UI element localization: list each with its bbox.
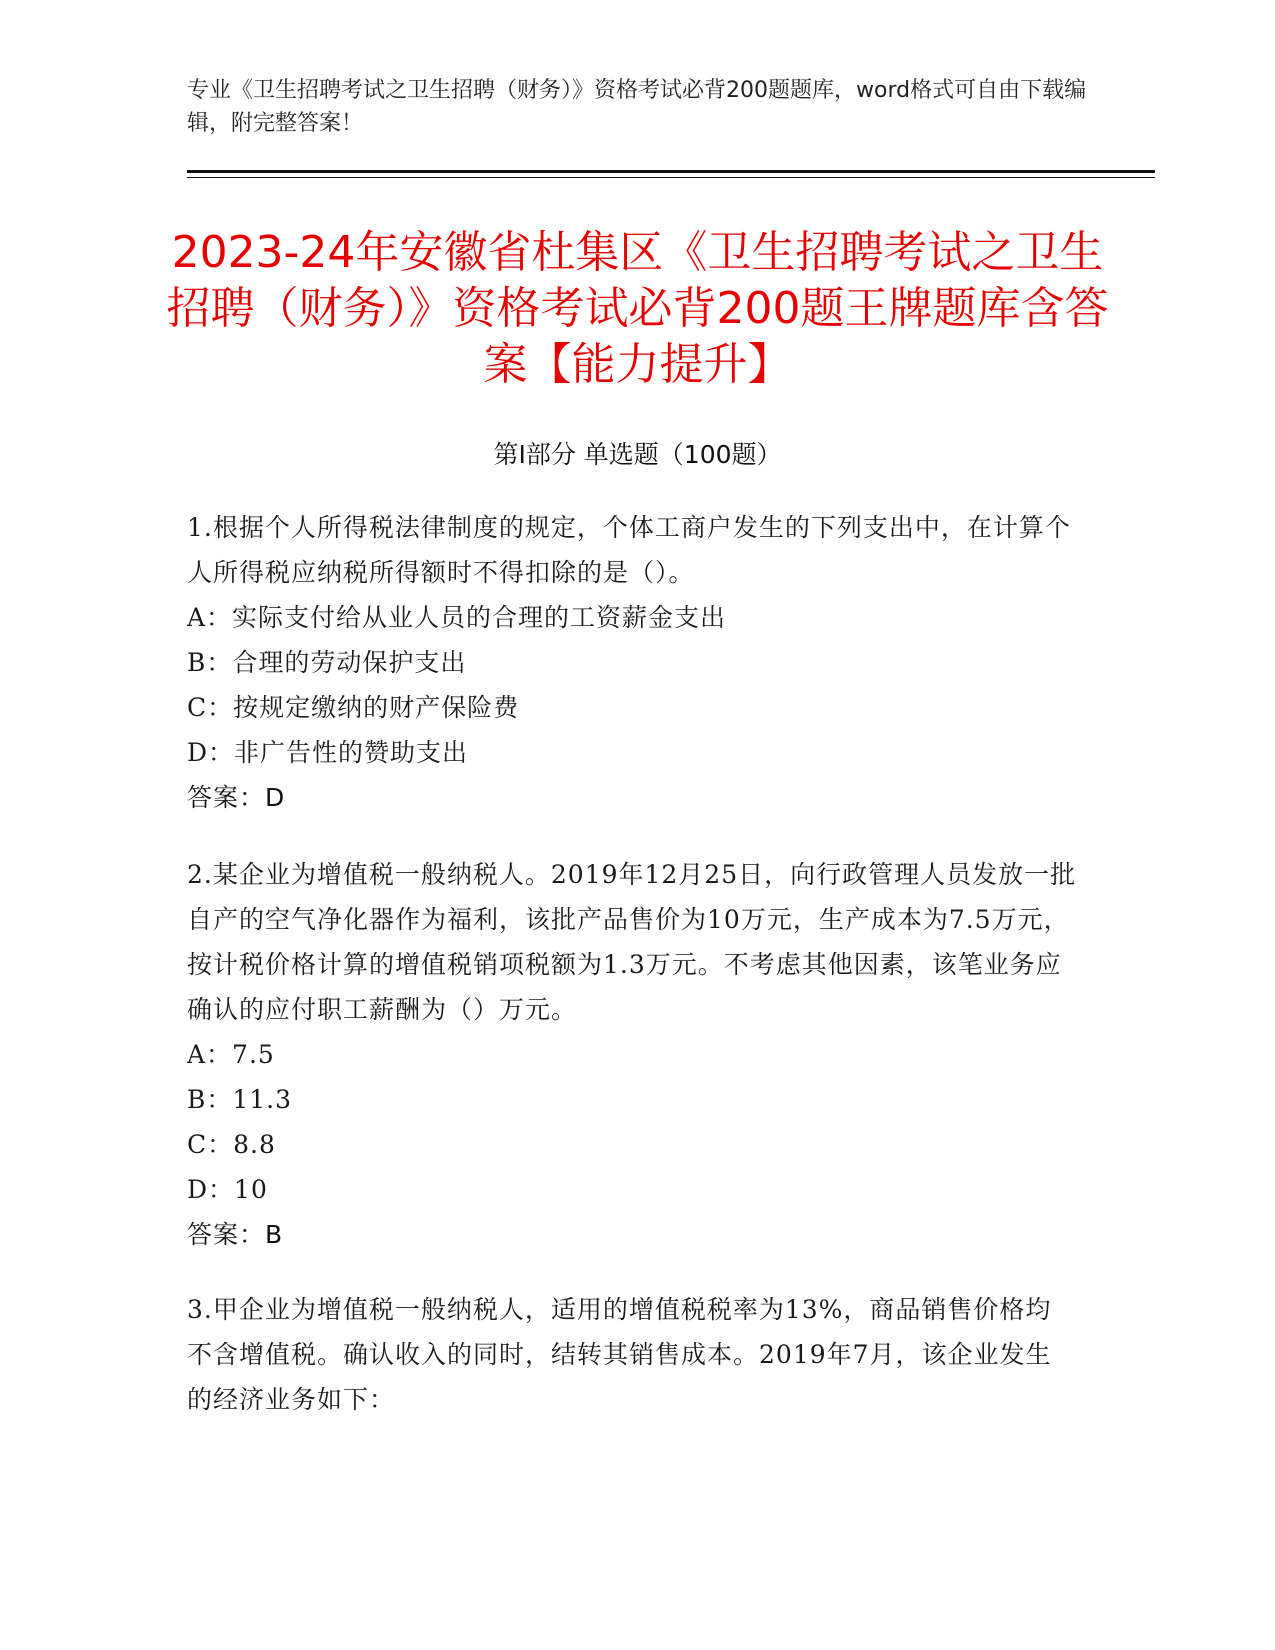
option-b: B：合理的劳动保护支出 xyxy=(187,648,467,677)
question-1 xyxy=(187,505,1077,820)
section-heading: 第Ⅰ部分 单选题（100题） xyxy=(493,440,782,469)
answer: 答案：B xyxy=(187,1220,284,1249)
question-2 xyxy=(187,852,1077,1257)
question-stem: 2.某企业为增值税一般纳税人。2019年12月25日，向行政管理人员发放一批自产的空气净化器作为福利，该批产品售价为10万元，生产成本为7.5万元，按计税价格计算的增值税销项税额为1.3万元。不考虑其他因素，该笔业务应确认的应付职工薪酬为（）万元。 xyxy=(187,860,1077,1024)
question-stem: 3.甲企业为增值税一般纳税人，适用的增值税税率为13%，商品销售价格均不含增值税。确认收入的同时，结转其销售成本。2019年7月，该企业发生的经济业务如下： xyxy=(187,1295,1052,1414)
header-divider-thick xyxy=(187,170,1155,173)
document-title: 2023-24年安徽省杜集区《卫生招聘考试之卫生招聘（财务）》资格考试必背200题王牌题库含答案【能力提升】 xyxy=(166,227,1109,390)
option-d: D：10 xyxy=(187,1175,268,1204)
question-3 xyxy=(187,1287,1077,1422)
intro-text: 专业《卫生招聘考试之卫生招聘（财务）》资格考试必背200题题库，word格式可自由下载编辑，附完整答案！ xyxy=(187,78,1087,136)
option-c: C：8.8 xyxy=(187,1130,276,1159)
answer: 答案：D xyxy=(187,783,286,812)
option-d: D：非广告性的赞助支出 xyxy=(187,738,469,767)
question-stem: 1.根据个人所得税法律制度的规定，个体工商户发生的下列支出中，在计算个人所得税应纳税所得额时不得扣除的是（）。 xyxy=(187,513,1071,587)
option-c: C：按规定缴纳的财产保险费 xyxy=(187,693,520,722)
option-a: A：实际支付给从业人员的合理的工资薪金支出 xyxy=(187,603,727,632)
option-a: A：7.5 xyxy=(187,1040,275,1069)
option-b: B：11.3 xyxy=(187,1085,293,1114)
header-divider-thin xyxy=(187,177,1155,178)
